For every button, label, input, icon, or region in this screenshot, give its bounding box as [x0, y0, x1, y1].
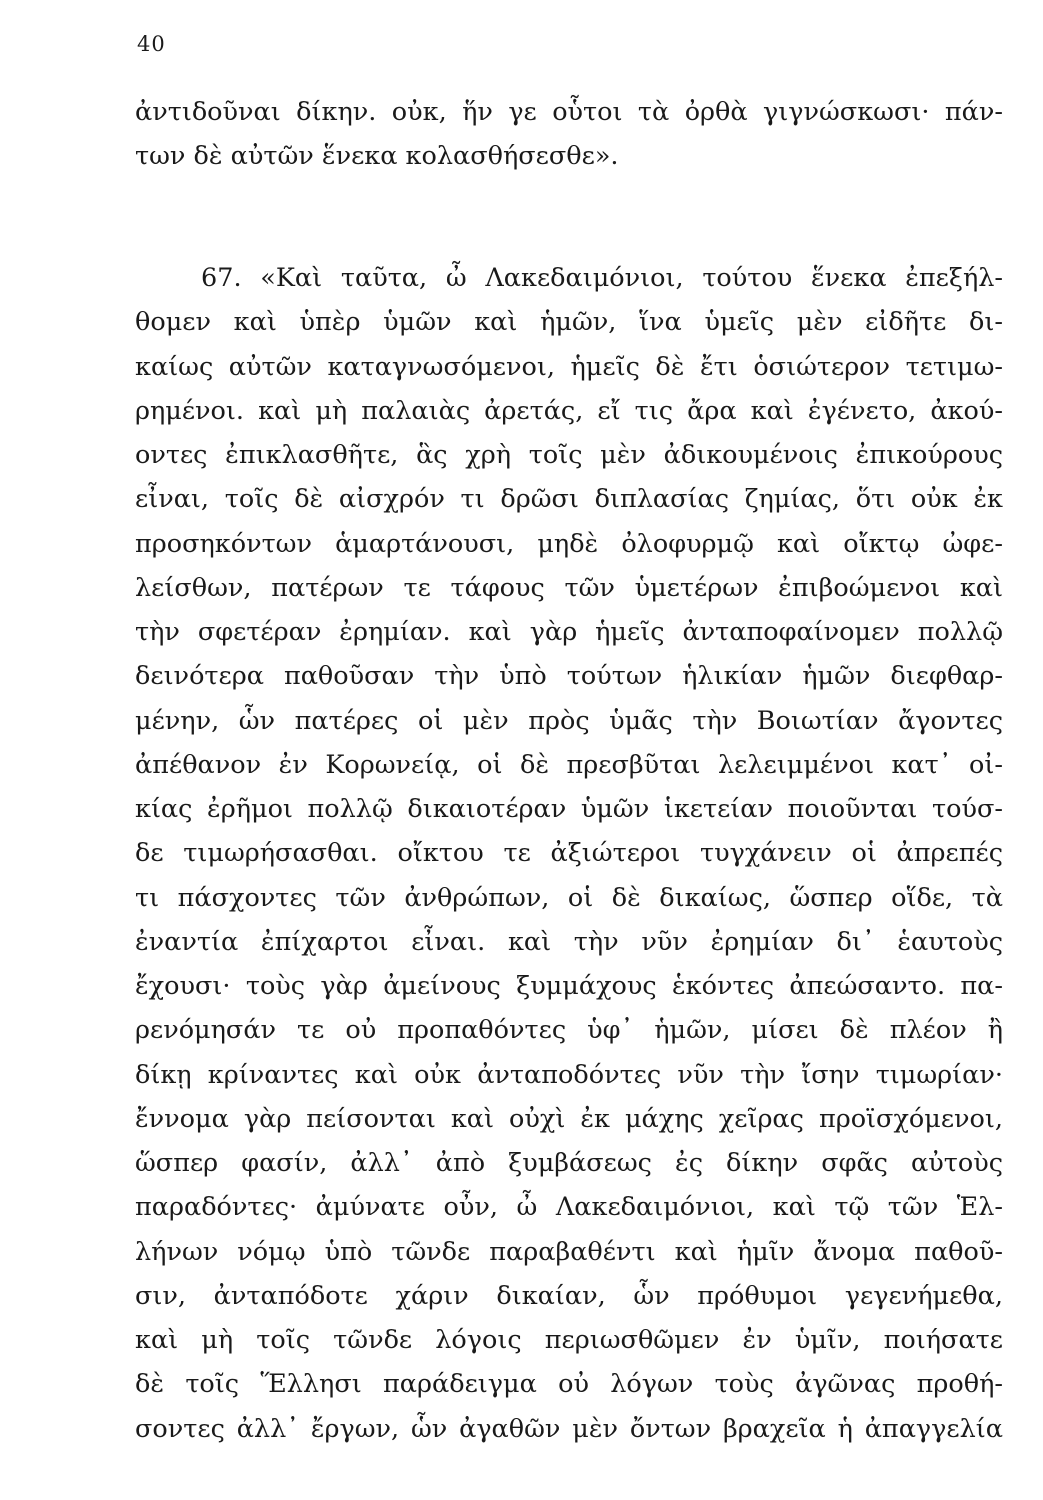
text-line: κίας ἐρῆμοι πολλῷ δικαιοτέραν ὑμῶν ἱκετείαν ποιοῦνται τούσ-: [135, 794, 1003, 824]
text-line: οντες ἐπικλασθῆτε, ἃς χρὴ τοῖς μὲν ἀδικουμένοις ἐπικούρους: [135, 440, 1003, 470]
text-line: δὲ τοῖς Ἕλλησι παράδειγμα οὐ λόγων τοὺς ἀγῶνας προθή-: [135, 1369, 1003, 1400]
text-line: δίκῃ κρίναντες καὶ οὐκ ἀνταποδόντες νῦν τὴν ἴσην τιμωρίαν·: [135, 1059, 1003, 1090]
page-number: 40: [137, 32, 166, 56]
text-line: σοντες ἀλλ᾽ ἔργων, ὧν ἀγαθῶν μὲν ὄντων βραχεῖα ἡ ἀπαγγελία: [135, 1413, 1003, 1444]
text-line: μένην, ὧν πατέρες οἱ μὲν πρὸς ὑμᾶς τὴν Βοιωτίαν ἄγοντες: [135, 705, 1003, 736]
text-line: λείσθων, πατέρων τε τάφους τῶν ὑμετέρων ἐπιβοώμενοι καὶ: [135, 572, 1003, 603]
text-line: εἶναι, τοῖς δὲ αἰσχρόν τι δρῶσι διπλασίας ζημίας, ὅτι οὐκ ἐκ: [135, 484, 1003, 515]
text-line: παραδόντες· ἀμύνατε οὖν, ὦ Λακεδαιμόνιοι, καὶ τῷ τῶν Ἑλ-: [135, 1192, 1003, 1223]
text-line: τὴν σφετέραν ἐρημίαν. καὶ γὰρ ἡμεῖς ἀνταποφαίνομεν πολλῷ: [135, 617, 1003, 647]
text-line: ρενόμησάν τε οὐ προπαθόντες ὑφ᾽ ἡμῶν, μίσει δὲ πλέον ἢ: [135, 1015, 1003, 1046]
text-line: ἀπέθανον ἐν Κορωνείᾳ, οἱ δὲ πρεσβῦται λελειμμένοι κατ᾽ οἰ-: [135, 749, 1003, 780]
text-line: καὶ μὴ τοῖς τῶνδε λόγοις περιωσθῶμεν ἐν ὑμῖν, ποιήσατε: [135, 1325, 1003, 1355]
text-line: ἔχουσι· τοὺς γὰρ ἀμείνους ξυμμάχους ἑκόντες ἀπεώσαντο. πα-: [135, 971, 1003, 1001]
text-line: τι πάσχοντες τῶν ἀνθρώπων, οἱ δὲ δικαίως, ὥσπερ οἵδε, τὰ: [135, 882, 1003, 913]
text-line: δε τιμωρήσασθαι. οἴκτου τε ἀξιώτεροι τυγχάνειν οἱ ἀπρεπές: [135, 838, 1003, 869]
text-line: δεινότερα παθοῦσαν τὴν ὑπὸ τούτων ἡλικίαν ἡμῶν διεφθαρ-: [135, 661, 1003, 692]
text-line: των δὲ αὐτῶν ἕνεκα κολασθήσεσθε».: [135, 141, 619, 172]
text-line-section-start: 67. «Καὶ ταῦτα, ὦ Λακεδαιμόνιοι, τούτου ἕνεκα ἐπεξήλ-: [201, 263, 1003, 293]
text-line: ἔννομα γὰρ πείσονται καὶ οὐχὶ ἐκ μάχης χεῖρας προϊσχόμενοι,: [135, 1103, 1003, 1134]
text-line: καίως αὐτῶν καταγνωσόμενοι, ἡμεῖς δὲ ἔτι ὁσιώτερον τετιμω-: [135, 351, 1003, 382]
text-line: ρημένοι. καὶ μὴ παλαιὰς ἀρετάς, εἴ τις ἄρα καὶ ἐγένετο, ἀκού-: [135, 395, 1003, 426]
text-line: ἀντιδοῦναι δίκην. οὐκ, ἥν γε οὗτοι τὰ ὀρθὰ γιγνώσκωσι· πάν-: [135, 97, 1003, 127]
text-line: θομεν καὶ ὑπὲρ ὑμῶν καὶ ἡμῶν, ἵνα ὑμεῖς μὲν εἰδῆτε δι-: [135, 307, 1003, 338]
text-line: προσηκόντων ἁμαρτάνουσι, μηδὲ ὀλοφυρμῷ καὶ οἴκτῳ ὠφε-: [135, 528, 1003, 559]
paragraph-continuation: [135, 90, 1003, 179]
text-line: σιν, ἀνταπόδοτε χάριν δικαίαν, ὧν πρόθυμοι γεγενήμεθα,: [135, 1280, 1003, 1311]
text-line: λήνων νόμῳ ὑπὸ τῶνδε παραβαθέντι καὶ ἡμῖν ἄνομα παθοῦ-: [135, 1236, 1003, 1267]
text-line: ὥσπερ φασίν, ἀλλ᾽ ἀπὸ ξυμβάσεως ἐς δίκην σφᾶς αὐτοὺς: [135, 1148, 1003, 1178]
text-line: ἐναντία ἐπίχαρτοι εἶναι. καὶ τὴν νῦν ἐρημίαν δι᾽ ἑαυτοὺς: [135, 926, 1003, 957]
paragraph-67: [135, 256, 1003, 1451]
